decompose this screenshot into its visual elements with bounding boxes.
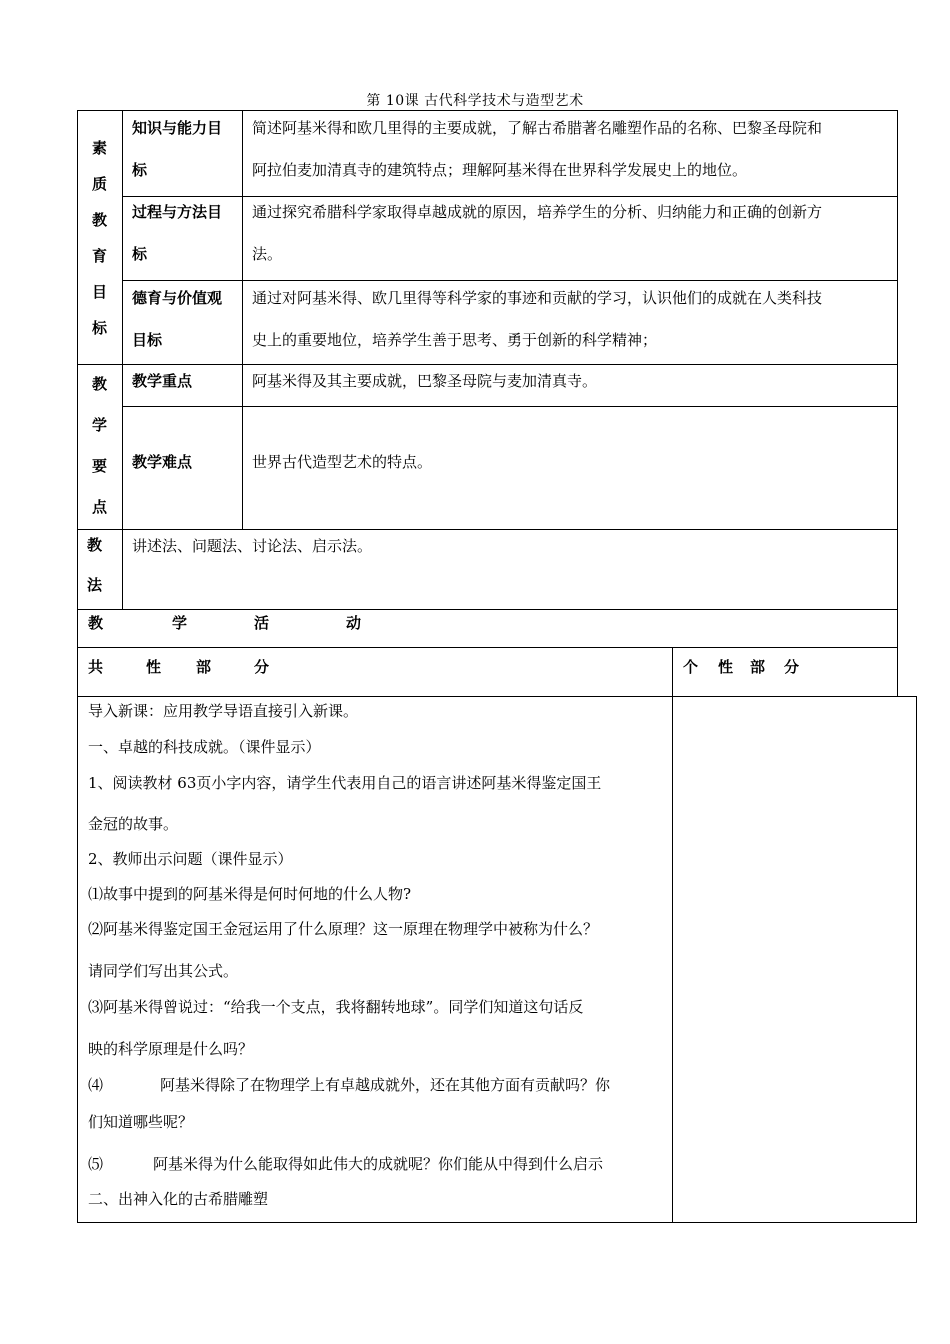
label-line: 标	[132, 245, 148, 263]
body-line: 2、教师出示问题（课件显示）	[88, 850, 293, 868]
body-line: 阿基米得除了在物理学上有卓越成就外，还在其他方面有贡献吗？你	[160, 1076, 611, 1094]
body-line: ⑵阿基米得鉴定国王金冠运用了什么原理？这一原理在物理学中被称为什么？	[88, 920, 599, 938]
side-char: 素	[91, 139, 107, 157]
body-line: 请同学们写出其公式。	[88, 962, 239, 980]
text-line: 通过探究希腊科学家取得卓越成就的原因，培养学生的分析、归纳能力和正确的创新方	[252, 203, 823, 221]
body-line: 二、出神入化的古希腊雕塑	[88, 1190, 269, 1208]
header-char: 学	[172, 614, 188, 632]
side-char: 要	[91, 457, 107, 475]
side-char: 标	[91, 319, 107, 337]
goal-text-values	[252, 277, 822, 361]
goal-label-process	[132, 191, 222, 275]
body-line: 们知道哪些呢？	[88, 1113, 194, 1131]
divider	[672, 647, 673, 697]
focus-text: 阿基米得及其主要成就，巴黎圣母院与麦加清真寺。	[252, 372, 598, 390]
text-line: 法。	[252, 245, 283, 263]
side-char: 目	[91, 283, 107, 301]
page-title: 第 10课 古代科学技术与造型艺术	[366, 93, 584, 109]
body-line: 导入新课：应用教学导语直接引入新课。	[88, 702, 359, 720]
header-char: 个	[683, 658, 699, 676]
side-char: 教	[91, 375, 107, 393]
header-char: 动	[346, 614, 362, 632]
side-char: 点	[91, 498, 107, 516]
body-line: 1、阅读教材 63页小字内容，请学生代表用自己的语言讲述阿基米得鉴定国王	[88, 774, 602, 792]
header-char: 分	[784, 658, 800, 676]
side-char: 质	[91, 175, 107, 193]
goal-text-knowledge	[252, 107, 822, 191]
keypoints-side-label	[77, 364, 122, 528]
header-char: 性	[718, 658, 734, 676]
side-char: 学	[91, 416, 107, 434]
body-line: ⑴故事中提到的阿基米得是何时何地的什么人物?	[88, 885, 412, 903]
method-text: 讲述法、问题法、讨论法、启示法。	[132, 537, 373, 555]
label-line: 过程与方法目	[132, 203, 223, 221]
goal-label-knowledge	[132, 107, 222, 191]
header-char: 共	[88, 658, 104, 676]
label-line: 目标	[132, 331, 163, 349]
divider	[122, 110, 123, 609]
body-line: 一、卓越的科技成就。（课件显示）	[88, 738, 321, 756]
label-line: 知识与能力目	[132, 119, 223, 137]
body-line: ⑷	[88, 1076, 104, 1094]
divider	[77, 609, 898, 610]
body-line: ⑸	[88, 1155, 104, 1173]
body-line: 阿基米得为什么能取得如此伟大的成就呢？你们能从中得到什么启示	[153, 1155, 604, 1173]
goal-label-values	[132, 277, 222, 361]
difficulty-label: 教学难点	[132, 453, 193, 471]
body-line: 映的科学原理是什么吗？	[88, 1040, 254, 1058]
header-char: 活	[254, 614, 270, 632]
text-line: 阿拉伯麦加清真寺的建筑特点；理解阿基米得在世界科学发展史上的地位。	[252, 161, 748, 179]
side-char: 育	[91, 247, 107, 265]
side-char: 教	[91, 211, 107, 229]
method-side-label	[77, 525, 112, 605]
header-char: 教	[88, 614, 104, 632]
divider	[77, 647, 898, 648]
header-char: 性	[146, 658, 162, 676]
divider	[672, 696, 673, 1223]
text-line: 通过对阿基米得、欧几里得等科学家的事迹和贡献的学习，认识他们的成就在人类科技	[252, 289, 823, 307]
header-char: 分	[254, 658, 270, 676]
text-line: 简述阿基米得和欧几里得的主要成就，了解古希腊著名雕塑作品的名称、巴黎圣母院和	[252, 119, 823, 137]
label-line: 标	[132, 161, 148, 179]
goal-text-process	[252, 191, 822, 275]
focus-label: 教学重点	[132, 372, 193, 390]
text-line: 史上的重要地位，培养学生善于思考、勇于创新的科学精神；	[252, 331, 658, 349]
label-line: 德育与价值观	[132, 289, 223, 307]
difficulty-text: 世界古代造型艺术的特点。	[252, 453, 433, 471]
body-line: ⑶阿基米得曾说过：“给我一个支点，我将翻转地球”。同学们知道这句话反	[88, 998, 584, 1016]
side-char: 教	[86, 536, 102, 554]
divider	[242, 110, 243, 529]
header-char: 部	[196, 658, 212, 676]
side-char: 法	[86, 576, 102, 594]
divider	[122, 406, 898, 407]
header-char: 部	[750, 658, 766, 676]
body-line: 金冠的故事。	[88, 815, 179, 833]
goals-side-label	[77, 130, 122, 346]
